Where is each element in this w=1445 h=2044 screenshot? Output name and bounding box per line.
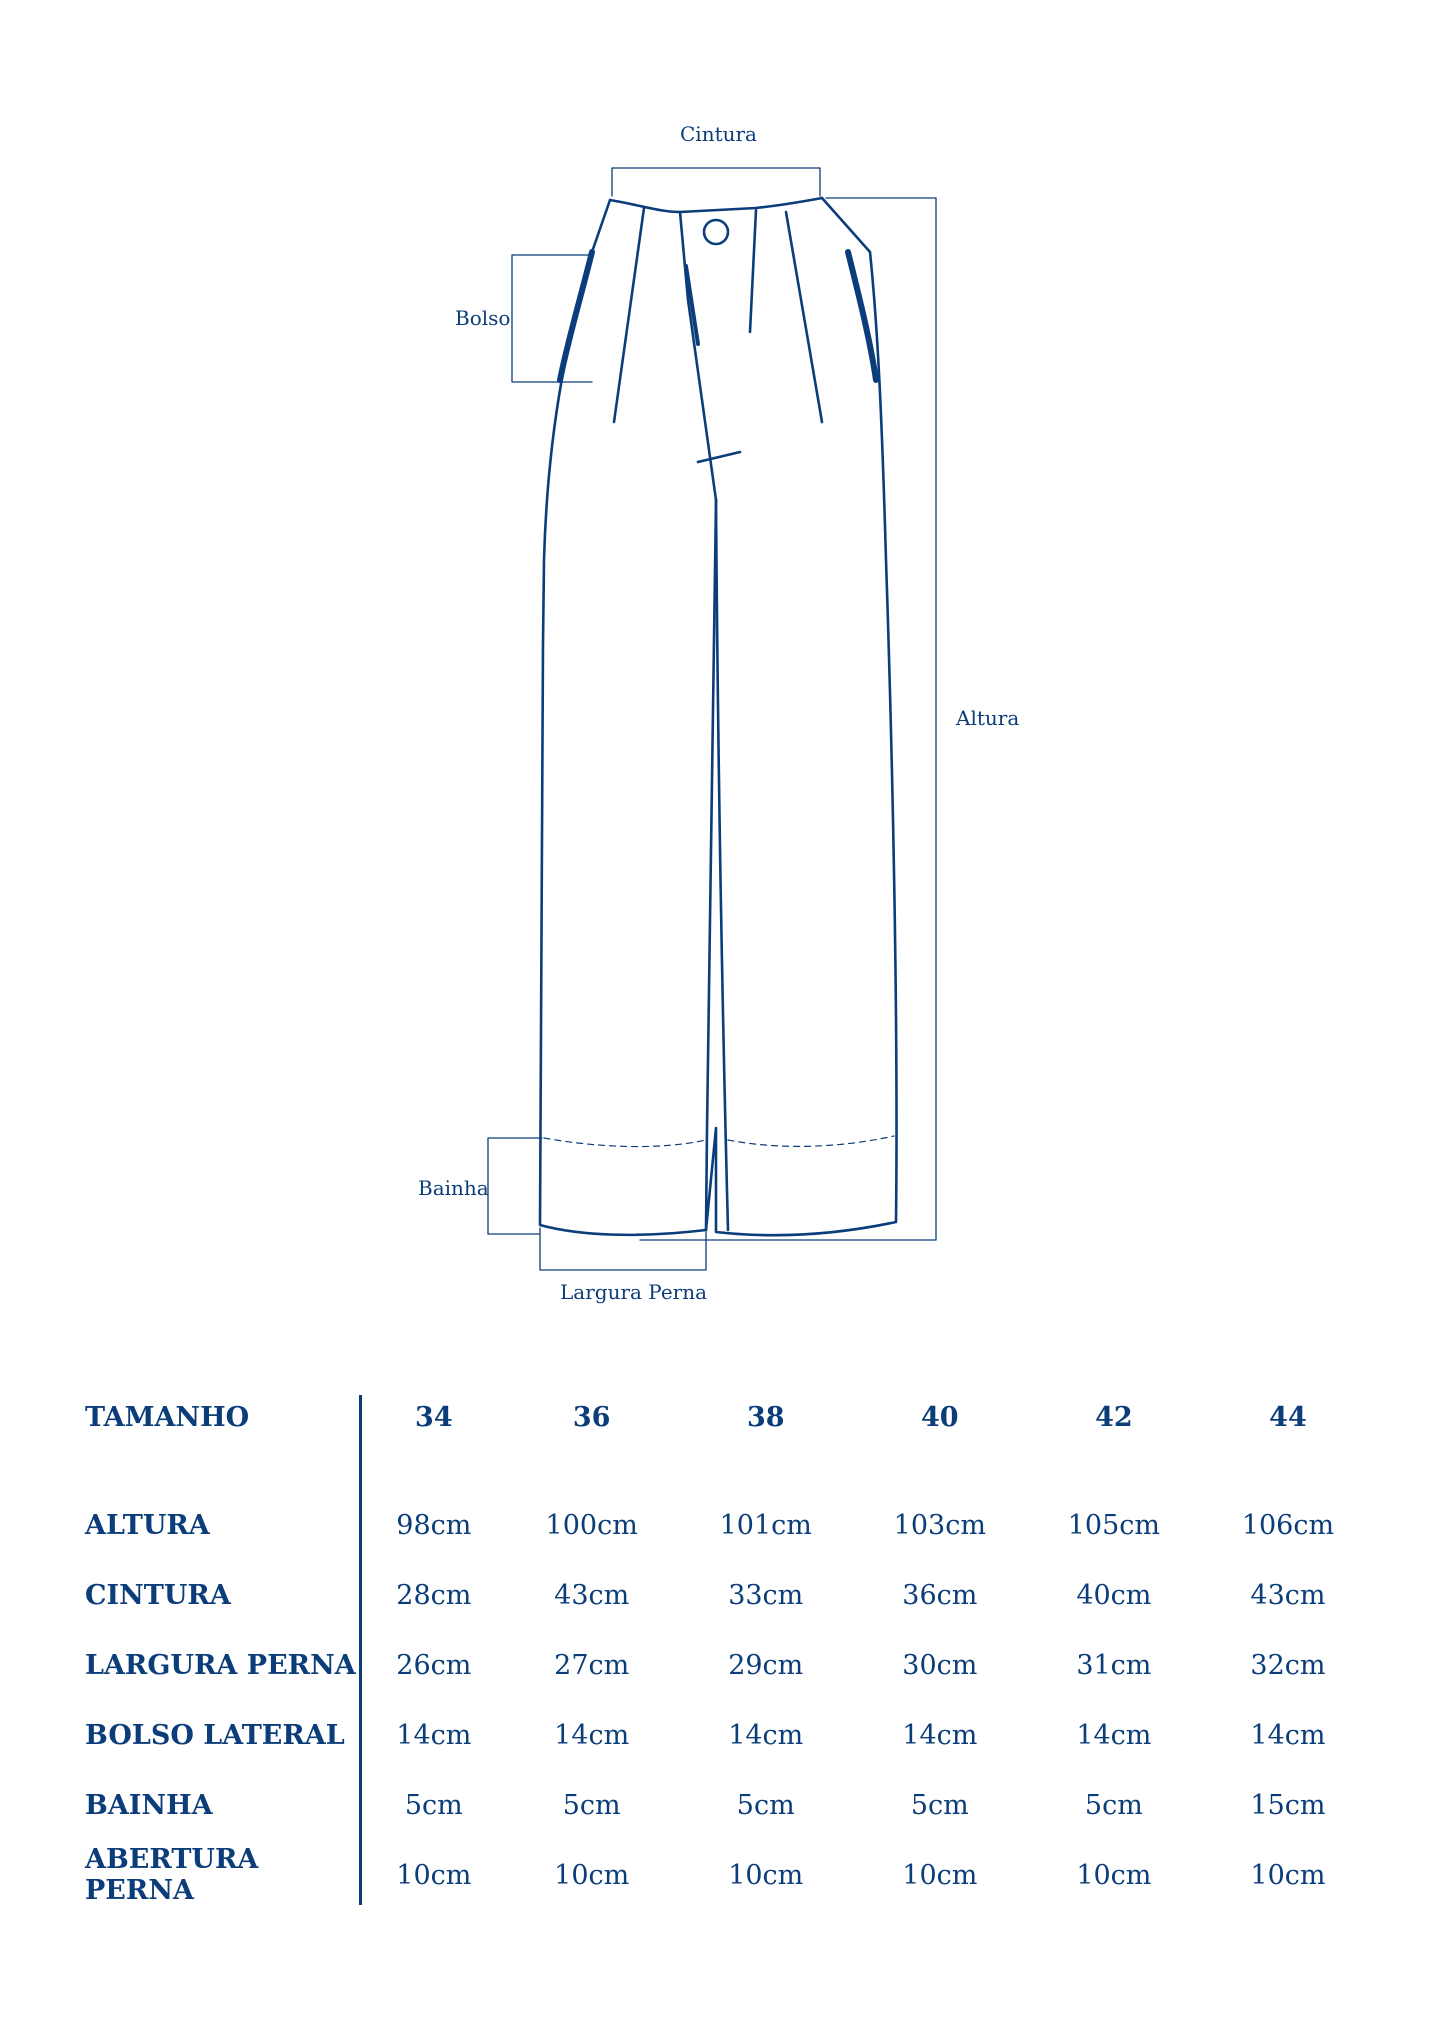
cell-value: 5cm — [910, 1789, 969, 1821]
cell-value: 106cm — [1241, 1509, 1335, 1541]
cell-value: 103cm — [893, 1509, 986, 1541]
table-row — [85, 1630, 1375, 1700]
cell-value: 27cm — [554, 1649, 630, 1681]
fly-line — [680, 212, 716, 500]
cell-value: 14cm — [902, 1719, 978, 1751]
cell-value: 5cm — [1084, 1789, 1143, 1821]
table-row — [85, 1770, 1375, 1840]
hem-line-left — [544, 1138, 706, 1147]
cell-value: 105cm — [1067, 1509, 1160, 1541]
row-label: ABERTURA PERNA — [85, 1844, 259, 1906]
cell-value: 14cm — [1250, 1719, 1326, 1751]
pleat-right — [786, 212, 822, 422]
cell-value: 5cm — [562, 1789, 621, 1821]
cell-value: 101cm — [719, 1509, 812, 1541]
bainha-guide — [488, 1138, 542, 1234]
cell-value: 28cm — [396, 1579, 472, 1611]
cell-value: 14cm — [1076, 1719, 1152, 1751]
bainha-label: Bainha — [418, 1176, 489, 1200]
cell-value: 98cm — [396, 1509, 472, 1541]
inner-leg-right — [716, 500, 728, 1230]
cell-value: 100cm — [545, 1509, 638, 1541]
table-row — [85, 1490, 1375, 1560]
row-label: LARGURA PERNA — [85, 1649, 356, 1681]
size-36: 36 — [572, 1401, 611, 1433]
bolso-label: Bolso — [455, 306, 511, 330]
cell-value: 10cm — [902, 1859, 978, 1891]
row-label: BOLSO LATERAL — [85, 1719, 345, 1751]
size-42: 42 — [1095, 1401, 1133, 1433]
cell-value: 30cm — [902, 1649, 978, 1681]
row-label: BAINHA — [85, 1789, 213, 1821]
inner-leg-left — [706, 500, 716, 1230]
cell-value: 15cm — [1250, 1789, 1326, 1821]
cell-value: 10cm — [554, 1859, 630, 1891]
cell-value: 31cm — [1076, 1649, 1152, 1681]
pleat-left-inner — [750, 210, 756, 332]
size-34: 34 — [415, 1401, 453, 1433]
size-38: 38 — [746, 1401, 785, 1433]
table-row — [85, 1700, 1375, 1770]
cell-value: 10cm — [396, 1859, 472, 1891]
cell-value: 29cm — [728, 1649, 804, 1681]
size-44: 44 — [1269, 1401, 1307, 1433]
cell-value: 36cm — [902, 1579, 978, 1611]
table-row — [85, 1840, 1375, 1910]
fly-bar — [698, 452, 740, 462]
cell-value: 32cm — [1250, 1649, 1326, 1681]
table-header-row — [85, 1382, 1375, 1452]
pleat-left-outer — [614, 208, 644, 422]
cell-value: 26cm — [396, 1649, 472, 1681]
cell-value: 10cm — [1250, 1859, 1326, 1891]
cell-value: 5cm — [736, 1789, 795, 1821]
cell-value: 10cm — [1076, 1859, 1152, 1891]
cell-value: 33cm — [728, 1579, 804, 1611]
cell-value: 43cm — [1250, 1579, 1326, 1611]
cell-value: 14cm — [554, 1719, 630, 1751]
table-row — [85, 1560, 1375, 1630]
hem-line-right — [728, 1136, 894, 1146]
size-table — [85, 1382, 1375, 1910]
largura-perna-label: Largura Perna — [560, 1280, 708, 1304]
cell-value: 43cm — [554, 1579, 630, 1611]
cell-value: 10cm — [728, 1859, 804, 1891]
cell-value: 14cm — [728, 1719, 804, 1751]
button-icon — [704, 220, 728, 244]
cell-value: 40cm — [1076, 1579, 1152, 1611]
row-label: ALTURA — [85, 1509, 210, 1541]
cell-value: 5cm — [404, 1789, 463, 1821]
bolso-guide — [512, 255, 592, 382]
size-header-label: TAMANHO — [85, 1401, 250, 1433]
size-40: 40 — [921, 1401, 959, 1433]
pocket-left — [560, 252, 592, 380]
cintura-guide — [612, 168, 820, 196]
cell-value: 14cm — [396, 1719, 472, 1751]
cintura-label: Cintura — [680, 122, 757, 146]
row-label: CINTURA — [85, 1579, 231, 1611]
table-spacer — [85, 1452, 1375, 1490]
waistband-line — [610, 198, 822, 212]
altura-label: Altura — [956, 706, 1020, 730]
